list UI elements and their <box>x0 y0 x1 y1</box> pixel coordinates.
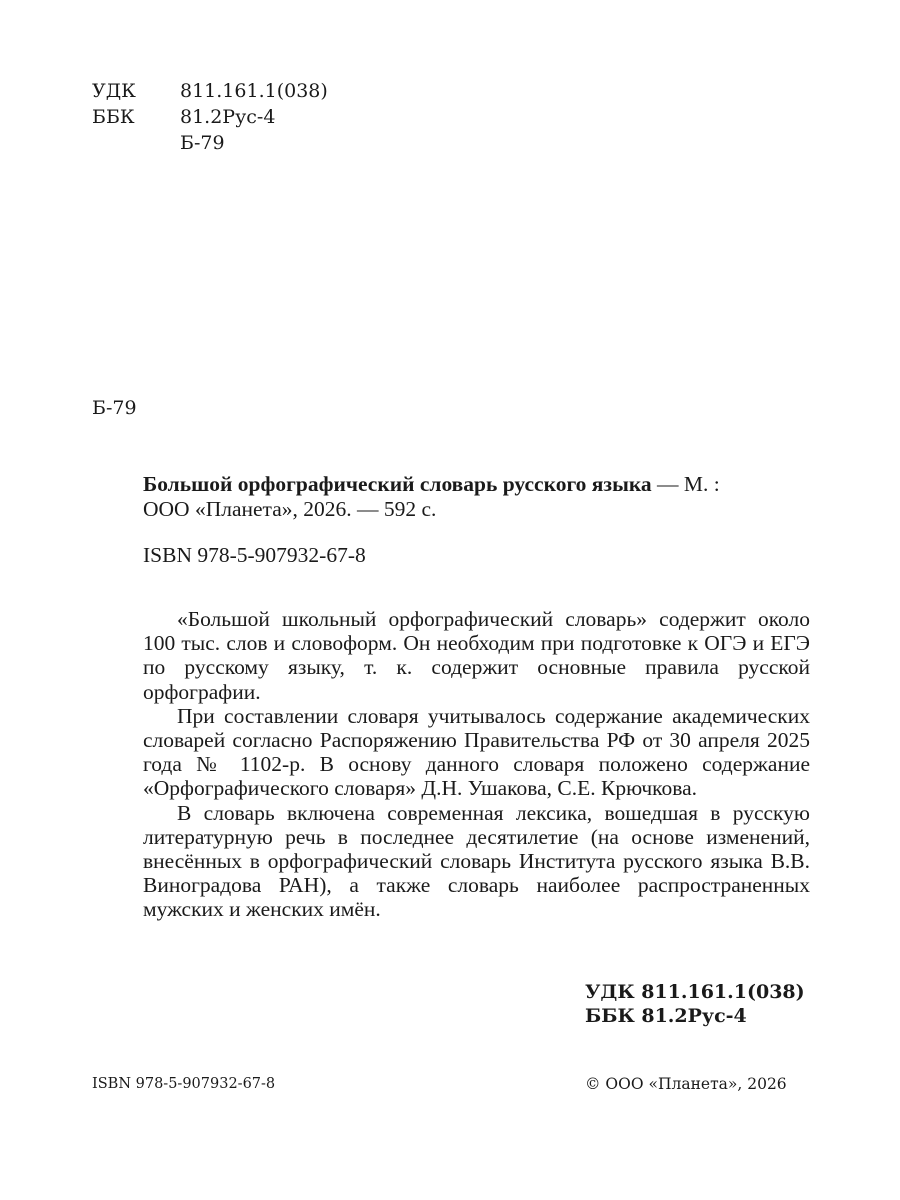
author-mark: Б-79 <box>180 132 225 154</box>
annotation <box>143 607 810 922</box>
classification-block <box>92 78 328 156</box>
isbn-line: ISBN 978-5-907932-67-8 <box>143 543 366 567</box>
bibliographic-description <box>143 472 720 522</box>
annotation-paragraph: При составлении словаря учитывалось содержание академических словарей согласно Распоряжению Правительства РФ от 30 апреля 2025 года № 1102-р. В основу данного словаря положено содержание «Орфографического словаря» Д.Н. Ушакова, С.Е. Крючкова. <box>143 703 810 801</box>
annotation-paragraph: В словарь включена современная лексика, вошедшая в русскую литературную речь в последнее десятилетие (на основе изменений, внесённых в орфографический словарь Института русского языка В.В. Виноградова РАН), а также словарь наиболее распространенных мужских и женских имён. <box>143 800 810 922</box>
publisher-line: ООО «Планета», 2026. — 592 с. <box>143 497 437 521</box>
bbk-row <box>92 104 328 130</box>
classification-codes <box>585 980 805 1028</box>
bbk-value: 81.2Рус-4 <box>180 106 276 128</box>
udk-code: УДК 811.161.1(038) <box>585 981 805 1003</box>
bbk-label: ББК <box>92 106 135 128</box>
publication-place: — М. : <box>651 472 720 496</box>
footer-isbn: ISBN 978-5-907932-67-8 <box>92 1076 276 1092</box>
annotation-paragraph: «Большой школьный орфографический словарь» содержит около 100 тыс. слов и словоформ. Он необходим при подготовке к ОГЭ и ЕГЭ по русскому языку, т. к. содержит основные правила русской орфографии. <box>143 607 810 704</box>
udk-value: 811.161.1(038) <box>180 80 328 102</box>
udk-label: УДК <box>92 80 136 102</box>
udk-row <box>92 78 328 104</box>
author-mark-row <box>92 130 328 156</box>
book-title: Большой орфографический словарь русского языка <box>143 472 652 496</box>
bbk-code: ББК 81.2Рус-4 <box>585 1005 747 1027</box>
biblio-title-line <box>143 472 720 497</box>
author-mark-left: Б-79 <box>92 397 137 419</box>
copyright-notice: © ООО «Планета», 2026 <box>585 1075 787 1093</box>
